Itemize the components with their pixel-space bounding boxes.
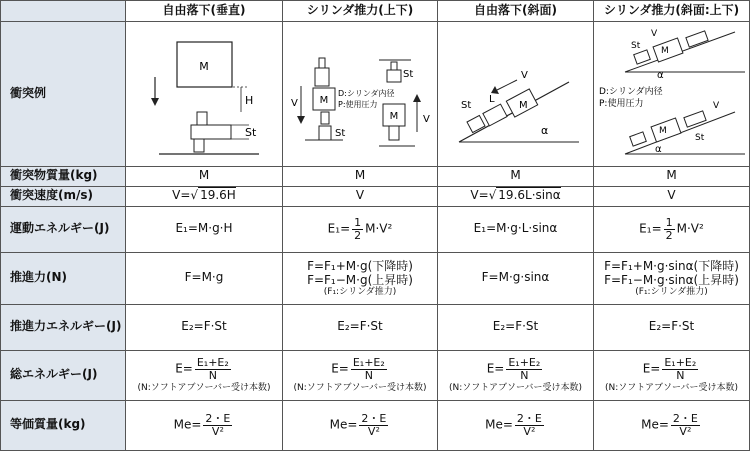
total-energy-3: E= $\frac{\text{E₁+E₂}}{N}$ (N:ソフトアブソーバー受け本数) bbox=[438, 350, 594, 400]
equiv-mass-3: Me= $\frac{2・E}{\text{V²}}$ bbox=[438, 400, 594, 450]
header-corner bbox=[1, 1, 126, 22]
speed-cylinder-slope: V bbox=[594, 186, 750, 206]
header-free-fall-slope: 自由落下(斜面) bbox=[438, 1, 594, 22]
diagram-free-fall-vertical bbox=[126, 22, 283, 167]
kinetic-free-fall-vertical: E₁=M·g·H bbox=[126, 206, 283, 252]
row-label-speed: 衝突速度(m/s) bbox=[1, 186, 126, 206]
total-energy-2: E= $\frac{\text{E₁+E₂}}{N}$ (N:ソフトアブソーバー受け本数) bbox=[283, 350, 438, 400]
svg-text:M: M bbox=[660, 46, 669, 56]
equiv-mass-1: Me= $\frac{2・E}{\text{V²}}$ bbox=[126, 400, 283, 450]
svg-text:P:使用圧力: P:使用圧力 bbox=[338, 100, 378, 109]
mass-free-fall-vertical: M bbox=[126, 166, 283, 186]
svg-text:M: M bbox=[199, 60, 209, 73]
svg-text:V: V bbox=[291, 98, 298, 109]
svg-text:D:シリンダ内径: D:シリンダ内径 bbox=[338, 89, 395, 98]
row-label-thrust: 推進力(N) bbox=[1, 252, 126, 304]
svg-text:P:使用圧力: P:使用圧力 bbox=[598, 99, 643, 109]
diagram-free-fall-slope bbox=[438, 22, 594, 167]
speed-free-fall-slope: V=√ 19.6L·sinα bbox=[438, 186, 594, 206]
speed-cylinder-updown: V bbox=[283, 186, 438, 206]
equiv-mass-2: Me= $\frac{2・E}{\text{V²}}$ bbox=[283, 400, 438, 450]
svg-text:M: M bbox=[389, 111, 399, 122]
svg-text:M: M bbox=[518, 100, 528, 111]
header-cylinder-thrust-slope: シリンダ推力(斜面:上下) bbox=[594, 1, 750, 22]
svg-text:St: St bbox=[245, 126, 257, 139]
diagram-cylinder-thrust-updown bbox=[283, 22, 438, 167]
svg-text:V: V bbox=[520, 70, 528, 81]
thrust-energy-4: E₂=F·St bbox=[594, 304, 750, 350]
mass-cylinder-updown: M bbox=[283, 166, 438, 186]
row-label-mass: 衝突物質量(kg) bbox=[1, 166, 126, 186]
svg-text:H: H bbox=[245, 94, 254, 107]
svg-text:St: St bbox=[630, 41, 640, 51]
svg-text:V: V bbox=[423, 114, 430, 125]
svg-text:M: M bbox=[319, 95, 329, 106]
thrust-energy-3: E₂=F·St bbox=[438, 304, 594, 350]
svg-text:St: St bbox=[460, 100, 471, 111]
thrust-free-fall-vertical: F=M·g bbox=[126, 252, 283, 304]
equiv-mass-4: Me= $\frac{2・E}{\text{V²}}$ bbox=[594, 400, 750, 450]
svg-text:α: α bbox=[540, 124, 548, 137]
header-cylinder-thrust-updown: シリンダ推力(上下) bbox=[283, 1, 438, 22]
thrust-cylinder-updown: F=F₁+M·g(下降時) F=F₁−M·g(上昇時) (F₁:シリンダ推力) bbox=[283, 252, 438, 304]
row-label-kinetic: 運動エネルギー(J) bbox=[1, 206, 126, 252]
svg-text:V: V bbox=[712, 101, 719, 111]
svg-text:St: St bbox=[403, 69, 414, 80]
thrust-energy-1: E₂=F·St bbox=[126, 304, 283, 350]
svg-text:St: St bbox=[335, 128, 346, 139]
thrust-free-fall-slope: F=M·g·sinα bbox=[438, 252, 594, 304]
mass-free-fall-slope: M bbox=[438, 166, 594, 186]
thrust-energy-2: E₂=F·St bbox=[283, 304, 438, 350]
svg-text:V: V bbox=[650, 29, 657, 39]
svg-text:D:シリンダ内径: D:シリンダ内径 bbox=[598, 87, 663, 97]
kinetic-cylinder-slope: E₁= $\frac{1}{2}$ M·V² bbox=[594, 206, 750, 252]
header-free-fall-vertical: 自由落下(垂直) bbox=[126, 1, 283, 22]
row-label-equiv-mass: 等価質量(kg) bbox=[1, 400, 126, 450]
total-energy-4: E= $\frac{\text{E₁+E₂}}{N}$ (N:ソフトアブソーバー受け本数) bbox=[594, 350, 750, 400]
svg-text:α: α bbox=[656, 70, 664, 81]
row-label-total-energy: 総エネルギー(J) bbox=[1, 350, 126, 400]
svg-text:α: α bbox=[654, 144, 662, 155]
row-label-thrust-energy: 推進力エネルギー(J) bbox=[1, 304, 126, 350]
kinetic-free-fall-slope: E₁=M·g·L·sinα bbox=[438, 206, 594, 252]
row-label-example: 衝突例 bbox=[1, 22, 126, 167]
total-energy-1: E= $\frac{\text{E₁+E₂}}{N}$ (N:ソフトアブソーバー受け本数) bbox=[126, 350, 283, 400]
diagram-cylinder-thrust-slope bbox=[594, 22, 750, 167]
thrust-cylinder-slope: F=F₁+M·g·sinα(下降時) F=F₁−M·g·sinα(上昇時) (F₁:シリンダ推力) bbox=[594, 252, 750, 304]
svg-text:M: M bbox=[658, 126, 667, 136]
kinetic-cylinder-updown: E₁= $\frac{1}{2}$ M·V² bbox=[283, 206, 438, 252]
svg-text:L: L bbox=[488, 94, 495, 105]
svg-text:St: St bbox=[694, 133, 704, 143]
mass-cylinder-slope: M bbox=[594, 166, 750, 186]
speed-free-fall-vertical: V=√ 19.6H bbox=[126, 186, 283, 206]
